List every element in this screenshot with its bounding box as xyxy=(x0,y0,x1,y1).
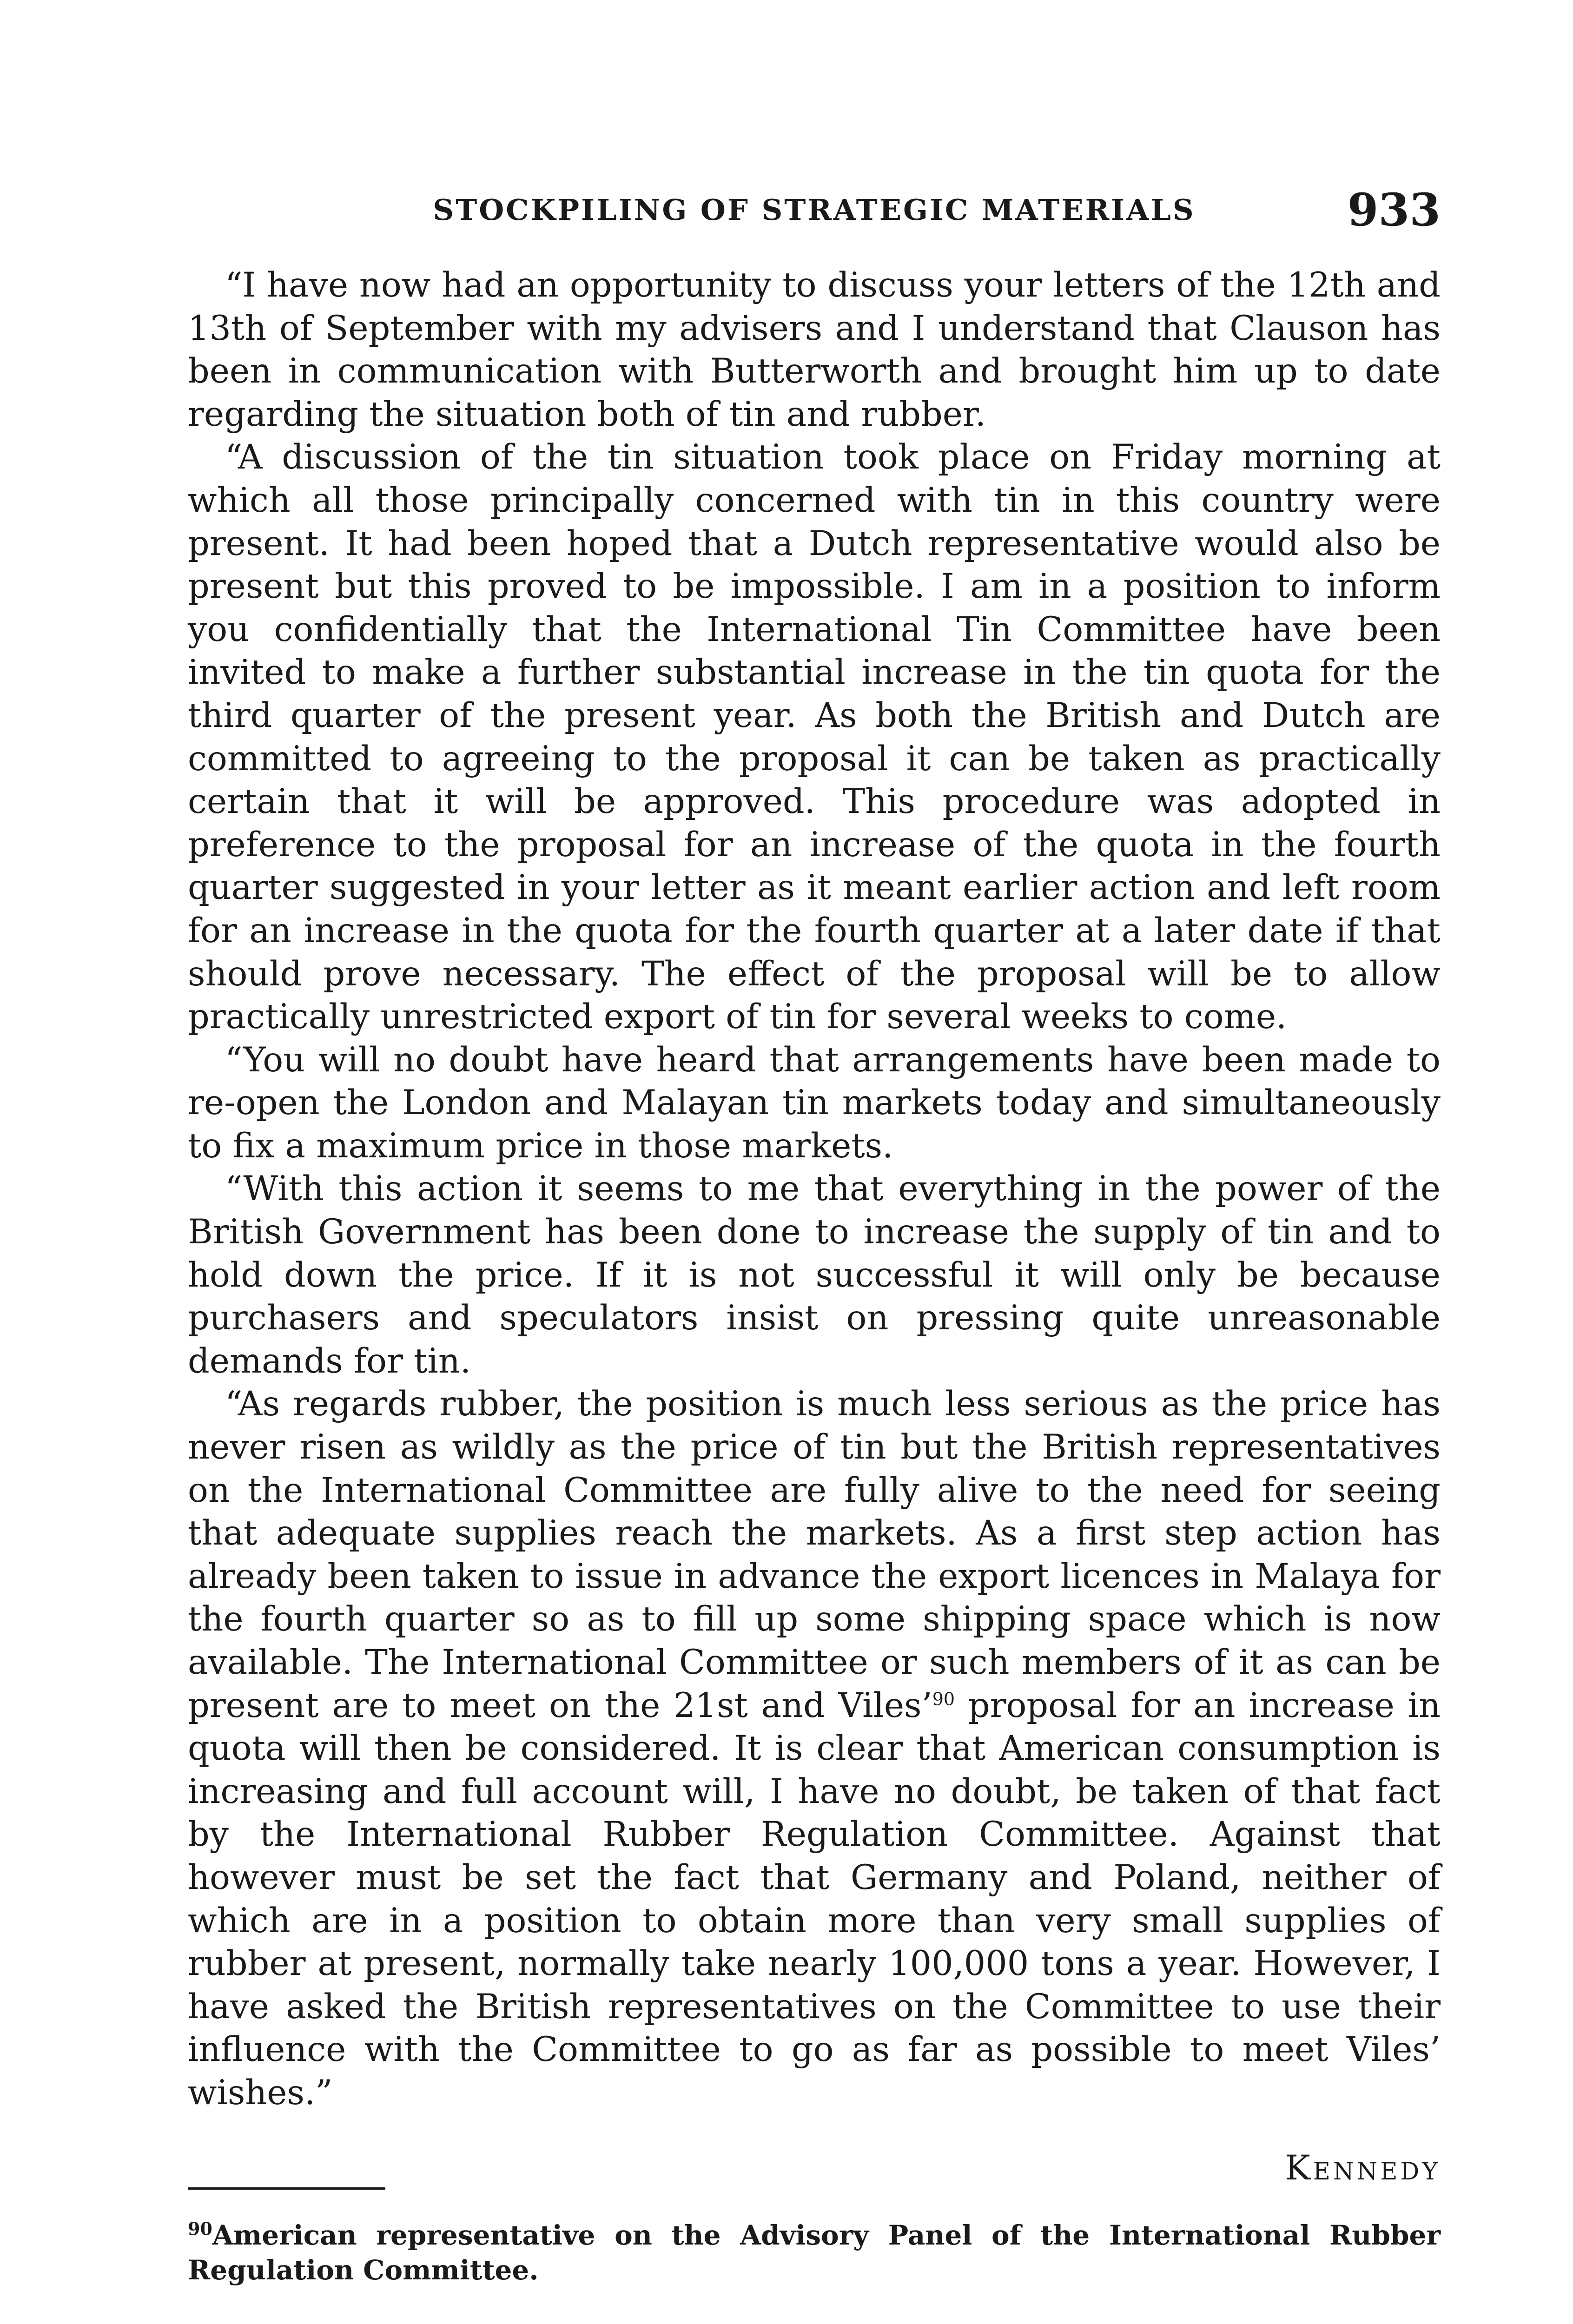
page-number: 933 xyxy=(1347,184,1441,236)
paragraph-text: “As regards rubber, the position is much less serious as the price has never risen as wildly as the price of tin but the British representatives on the International Committee are fully alive to the need for seeing that adequate supplies reach the markets. As a first step action has already been taken to issue in advance the export licences in Malaya for the fourth quarter so as to fill up some shipping space which is now available. The International Committee or such members of it as can be present are to meet on the 21st and Viles’ xyxy=(188,1384,1441,1725)
paragraph: “With this action it seems to me that everything in the power of the British Government has been done to increase the supply of tin and to hold down the price. If it is not successful it will only be because purchasers and speculators insist on pressing quite unreasonable demands for tin. xyxy=(188,1169,1441,1381)
paragraph: “A discussion of the tin situation took place on Friday morning at which all those principally concerned with tin in this country were present. It had been hoped that a Dutch representative would also be present but this proved to be impossible. I am in a position to inform you confidentially that the International Tin Committee have been invited to make a further substantial increase in the tin quota for the third quarter of the present year. As both the British and Dutch are committed to agreeing to the proposal it can be taken as practically certain that it will be approved. This procedure was adopted in preference to the proposal for an increase of the quota in the fourth quarter suggested in your letter as it meant earlier action and left room for an increase in the quota for the fourth quarter at a later date if that should prove necessary. The effect of the proposal will be to allow practically unrestricted export of tin for several weeks to come. xyxy=(188,437,1441,1037)
footnote xyxy=(188,2218,1441,2288)
paragraph xyxy=(188,1383,1441,2114)
footnote-marker: 90 xyxy=(188,2218,212,2239)
paragraph: “I have now had an opportunity to discuss your letters of the 12th and 13th of September with my advisers and I understand that Clauson has been in communication with Butterworth and brought him up to date regarding the situation both of tin and rubber. xyxy=(188,265,1441,434)
footnote-text: American representative on the Advisory Panel of the International Rubber Regulation Committee. xyxy=(188,2219,1441,2286)
paragraph: “You will no doubt have heard that arrangements have been made to re-open the London and Malayan tin markets today and simultaneously to fix a maximum price in those markets. xyxy=(188,1040,1441,1166)
paragraph-text: proposal for an increase in quota will then be considered. It is clear that American consumption is increasing and full account will, I have no doubt, be taken of that fact by the International Rubber Regulation Committee. Against that however must be set the fact that Germany and Poland, neither of which are in a position to obtain more than very small supplies of rubber at present, normally take nearly 100,000 tons a year. However, I have asked the British representatives on the Committee to use their influence with the Committee to go as far as possible to meet Viles’ wishes.” xyxy=(188,1685,1441,2113)
running-head xyxy=(188,184,1441,236)
footnote-rule xyxy=(188,2187,385,2190)
signature: Kennedy xyxy=(1285,2148,1441,2188)
footnote-reference[interactable]: 90 xyxy=(932,1689,955,1710)
body-text xyxy=(188,264,1441,2115)
running-title: STOCKPILING OF STRATEGIC MATERIALS xyxy=(433,193,1196,227)
